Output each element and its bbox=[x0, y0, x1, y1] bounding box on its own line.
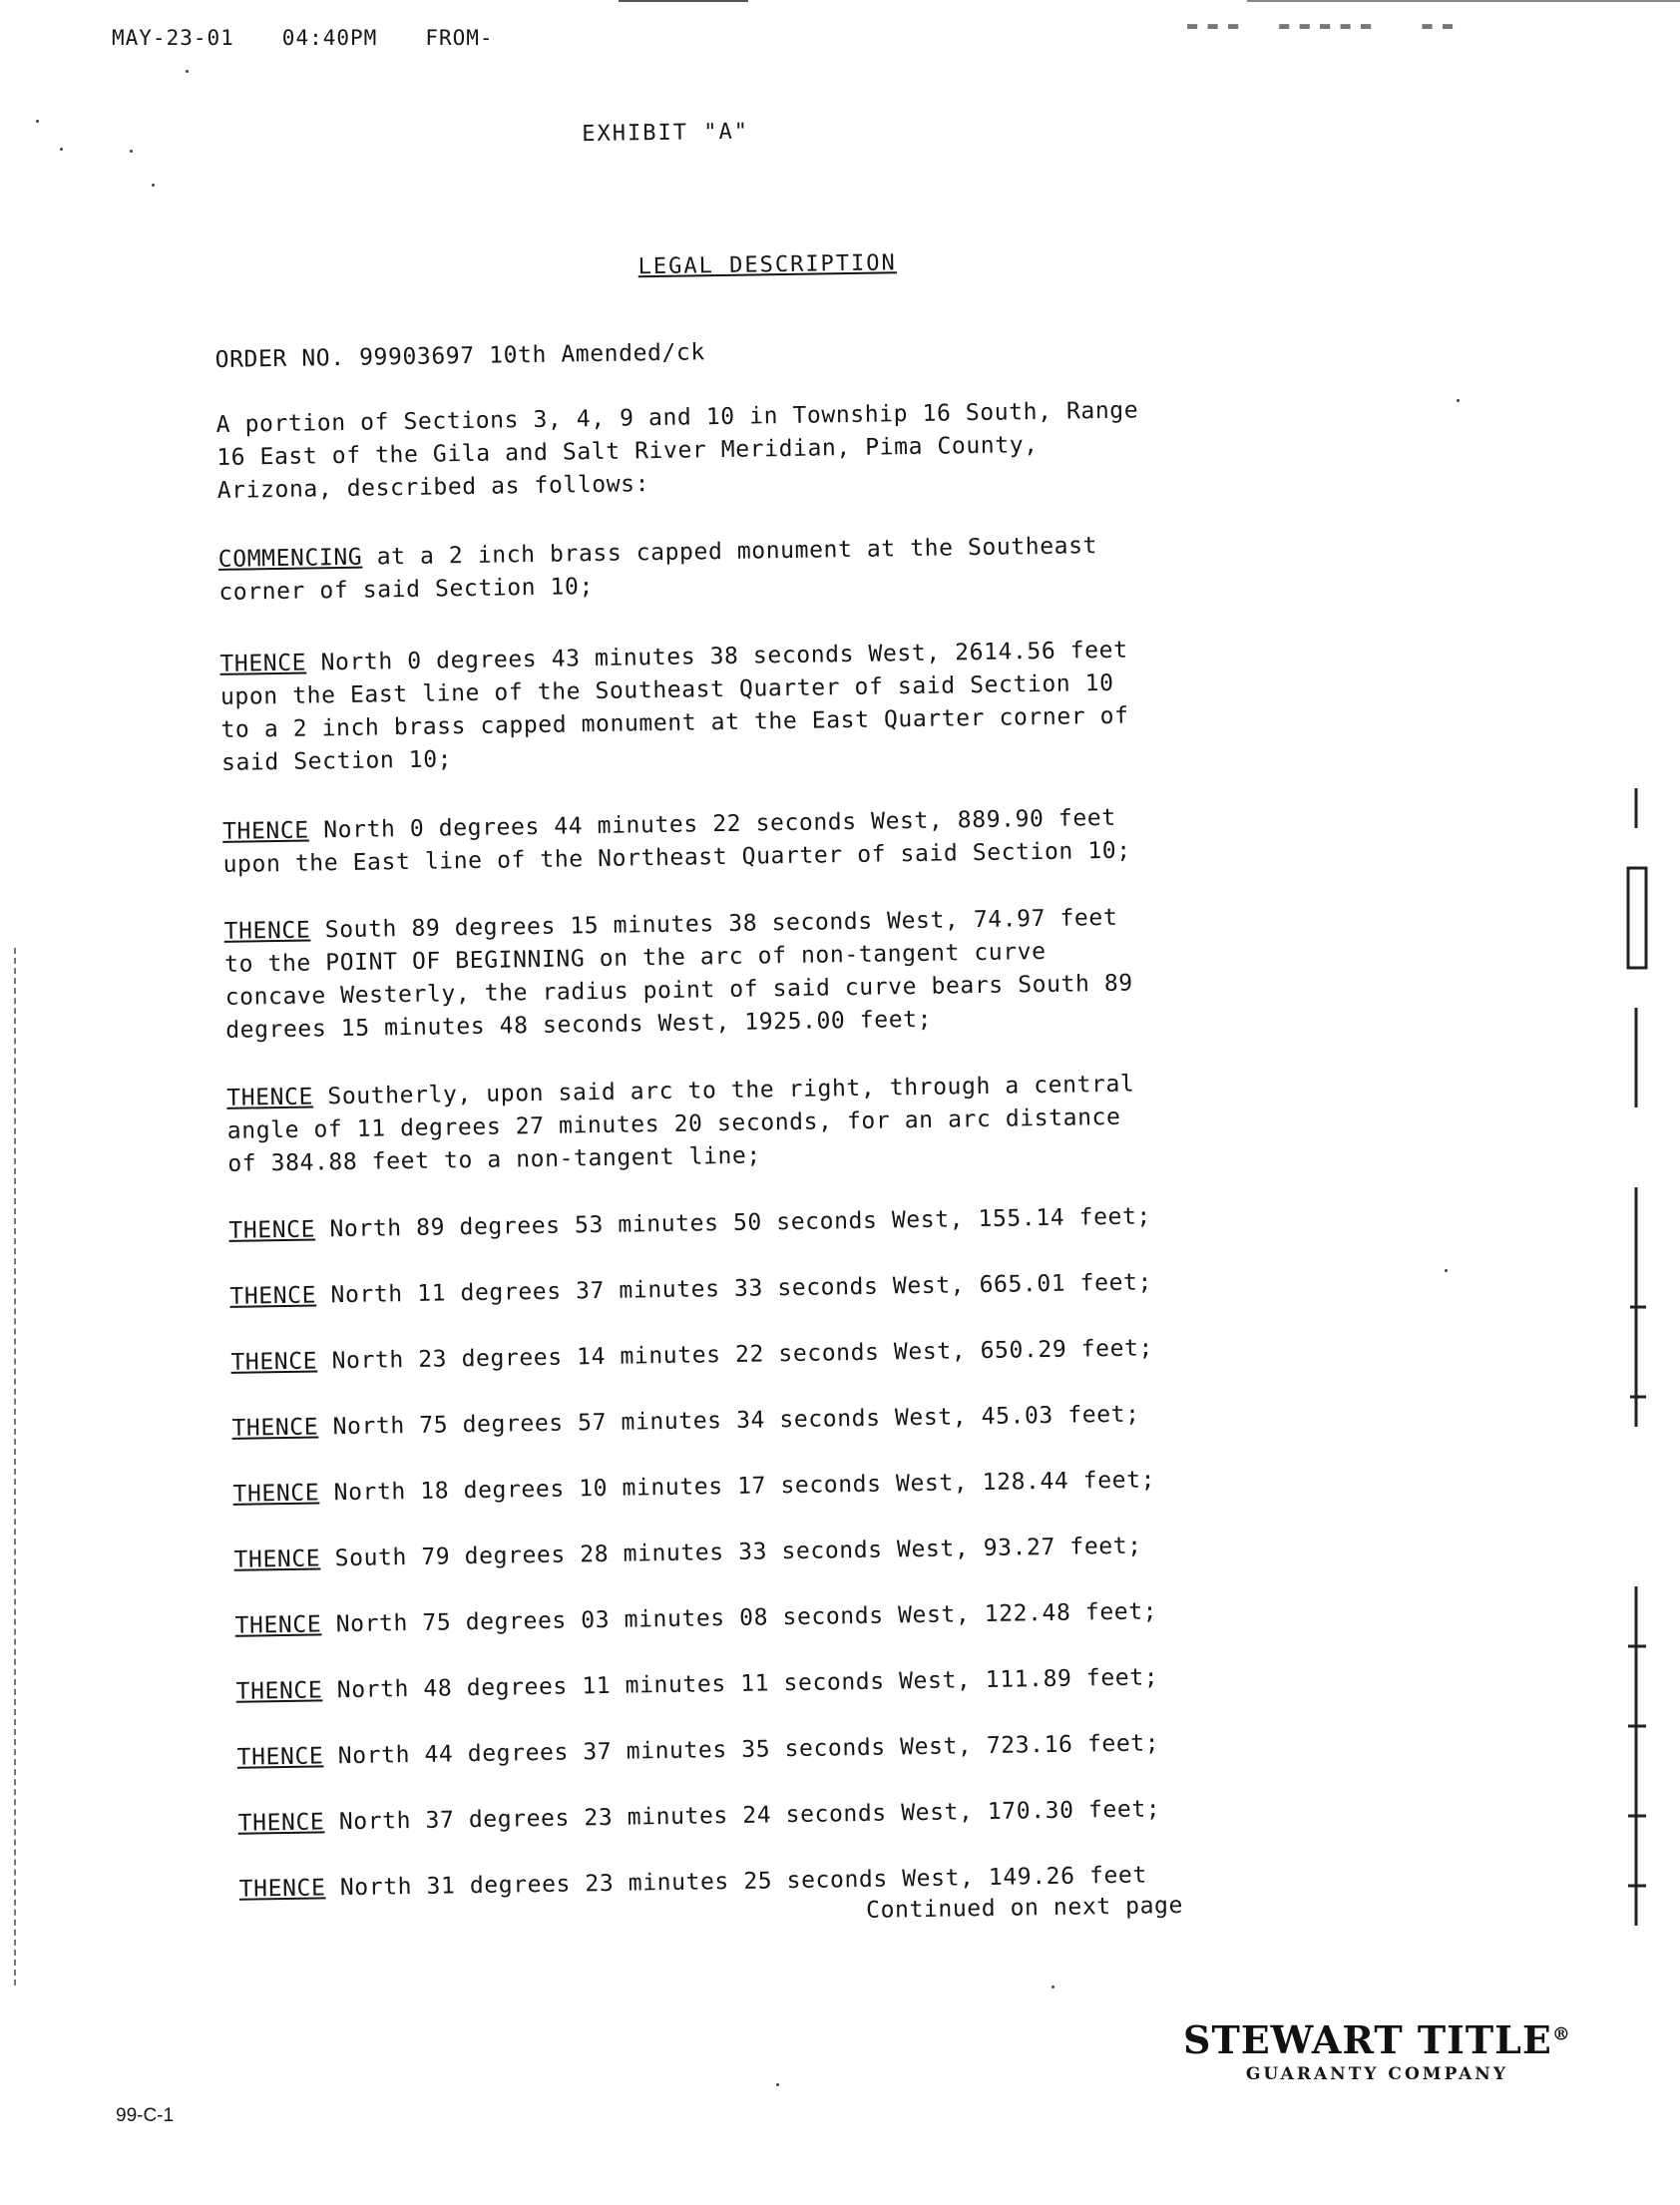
fax-header bbox=[112, 26, 542, 50]
course-line: THENCE North 11 degrees 37 minutes 33 seconds West, 665.01 feet; bbox=[229, 1269, 1153, 1310]
fax-scan-line bbox=[1247, 0, 1680, 2]
logo-subtitle: GUARANTY COMPANY bbox=[1245, 2064, 1508, 2084]
stewart-title-logo bbox=[1183, 2017, 1571, 2084]
left-edge-marks bbox=[14, 948, 20, 1985]
form-code: 99-C-1 bbox=[116, 2105, 175, 2126]
keyword-thence: THENCE bbox=[237, 1809, 325, 1837]
scan-speck bbox=[130, 150, 133, 153]
course-paragraph: THENCE Southerly, upon said arc to the right, through a central angle of 11 degrees 27 minutes 20 seconds, for an arc distance of 384.88 feet to a non-tangent line; bbox=[226, 1071, 1135, 1177]
keyword-thence: THENCE bbox=[219, 650, 307, 677]
keyword-thence: THENCE bbox=[230, 1348, 318, 1376]
course-line: THENCE North 31 degrees 23 minutes 25 seconds West, 149.26 feet bbox=[238, 1862, 1148, 1903]
keyword-thence: THENCE bbox=[238, 1875, 326, 1903]
commencing-paragraph: COMMENCING at a 2 inch brass capped monument at the Southeast corner of said Section 10; bbox=[217, 533, 1098, 606]
scan-speck bbox=[60, 148, 63, 151]
scan-speck bbox=[1051, 1985, 1054, 1988]
course-line: THENCE North 44 degrees 37 minutes 35 seconds West, 723.16 feet; bbox=[236, 1730, 1160, 1771]
keyword-thence: THENCE bbox=[221, 817, 309, 845]
fax-date: MAY-23-01 bbox=[112, 26, 234, 50]
description-paragraph: A portion of Sections 3, 4, 9 and 10 in Township 16 South, Range 16 East of the Gila and Salt River Meridian, Pima County, Arizona, described as follows: bbox=[215, 397, 1139, 504]
legal-description-title: LEGAL DESCRIPTION bbox=[637, 250, 898, 280]
keyword-thence: THENCE bbox=[234, 1611, 322, 1639]
keyword-thence: THENCE bbox=[236, 1743, 324, 1771]
fax-page-info-smudge: ▬ ▬ ▬ ▬ ▬ ▬ ▬ ▬ ▬ ▬ bbox=[1187, 16, 1454, 36]
fax-from: FROM- bbox=[425, 26, 494, 50]
keyword-thence: THENCE bbox=[235, 1677, 323, 1705]
fax-scan-line bbox=[619, 0, 748, 2]
fax-time: 04:40PM bbox=[281, 26, 378, 50]
course-line: THENCE North 75 degrees 57 minutes 34 seconds West, 45.03 feet; bbox=[231, 1401, 1140, 1442]
course-line: THENCE North 23 degrees 14 minutes 22 seconds West, 650.29 feet; bbox=[230, 1335, 1154, 1376]
course-paragraph: THENCE North 0 degrees 44 minutes 22 seconds West, 889.90 feet upon the East line of the Northeast Quarter of said Section 10; bbox=[221, 804, 1131, 878]
keyword-thence: THENCE bbox=[232, 1480, 320, 1508]
keyword-thence: THENCE bbox=[228, 1216, 316, 1244]
course-line: THENCE North 18 degrees 10 minutes 17 seconds West, 128.44 feet; bbox=[232, 1467, 1156, 1508]
scan-speck bbox=[186, 70, 189, 73]
scan-speck bbox=[1457, 399, 1460, 402]
scan-speck bbox=[152, 184, 155, 187]
keyword-thence: THENCE bbox=[231, 1414, 319, 1442]
scan-speck bbox=[1445, 1269, 1448, 1272]
keyword-thence: THENCE bbox=[226, 1084, 314, 1111]
course-paragraph: THENCE South 89 degrees 15 minutes 38 seconds West, 74.97 feet to the POINT OF BEGINNING on the arc of non-tangent curve concave Westerly, the radius point of said curve bears South 89 degrees 15 minutes 48 seconds West, 1925.00 feet; bbox=[223, 904, 1133, 1044]
course-paragraph: THENCE North 0 degrees 43 minutes 38 seconds West, 2614.56 feet upon the East line of the Southeast Quarter of said Section 10 to a 2 inch brass capped monument at the East Quarter corner of said Section 10; bbox=[219, 637, 1129, 776]
course-line: THENCE North 89 degrees 53 minutes 50 seconds West, 155.14 feet; bbox=[228, 1203, 1152, 1244]
keyword-commencing: COMMENCING bbox=[217, 544, 363, 573]
keyword-thence: THENCE bbox=[233, 1545, 321, 1573]
course-line: THENCE North 48 degrees 11 minutes 11 seconds West, 111.89 feet; bbox=[235, 1664, 1159, 1705]
scan-speck bbox=[36, 120, 39, 123]
exhibit-title: EXHIBIT "A" bbox=[582, 119, 750, 148]
continued-note: Continued on next page bbox=[865, 1892, 1184, 1924]
keyword-thence: THENCE bbox=[229, 1282, 317, 1310]
course-line: THENCE North 37 degrees 23 minutes 24 seconds West, 170.30 feet; bbox=[237, 1796, 1161, 1837]
course-line: THENCE South 79 degrees 28 minutes 33 seconds West, 93.27 feet; bbox=[233, 1533, 1142, 1573]
scan-speck bbox=[776, 2083, 779, 2086]
logo-wordmark: STEWART TITLE® bbox=[1183, 2017, 1571, 2062]
order-number: ORDER NO. 99903697 10th Amended/ck bbox=[214, 339, 706, 373]
keyword-thence: THENCE bbox=[223, 917, 311, 945]
course-line: THENCE North 75 degrees 03 minutes 08 seconds West, 122.48 feet; bbox=[234, 1598, 1158, 1639]
binding-edge-marks bbox=[1624, 788, 1654, 1936]
